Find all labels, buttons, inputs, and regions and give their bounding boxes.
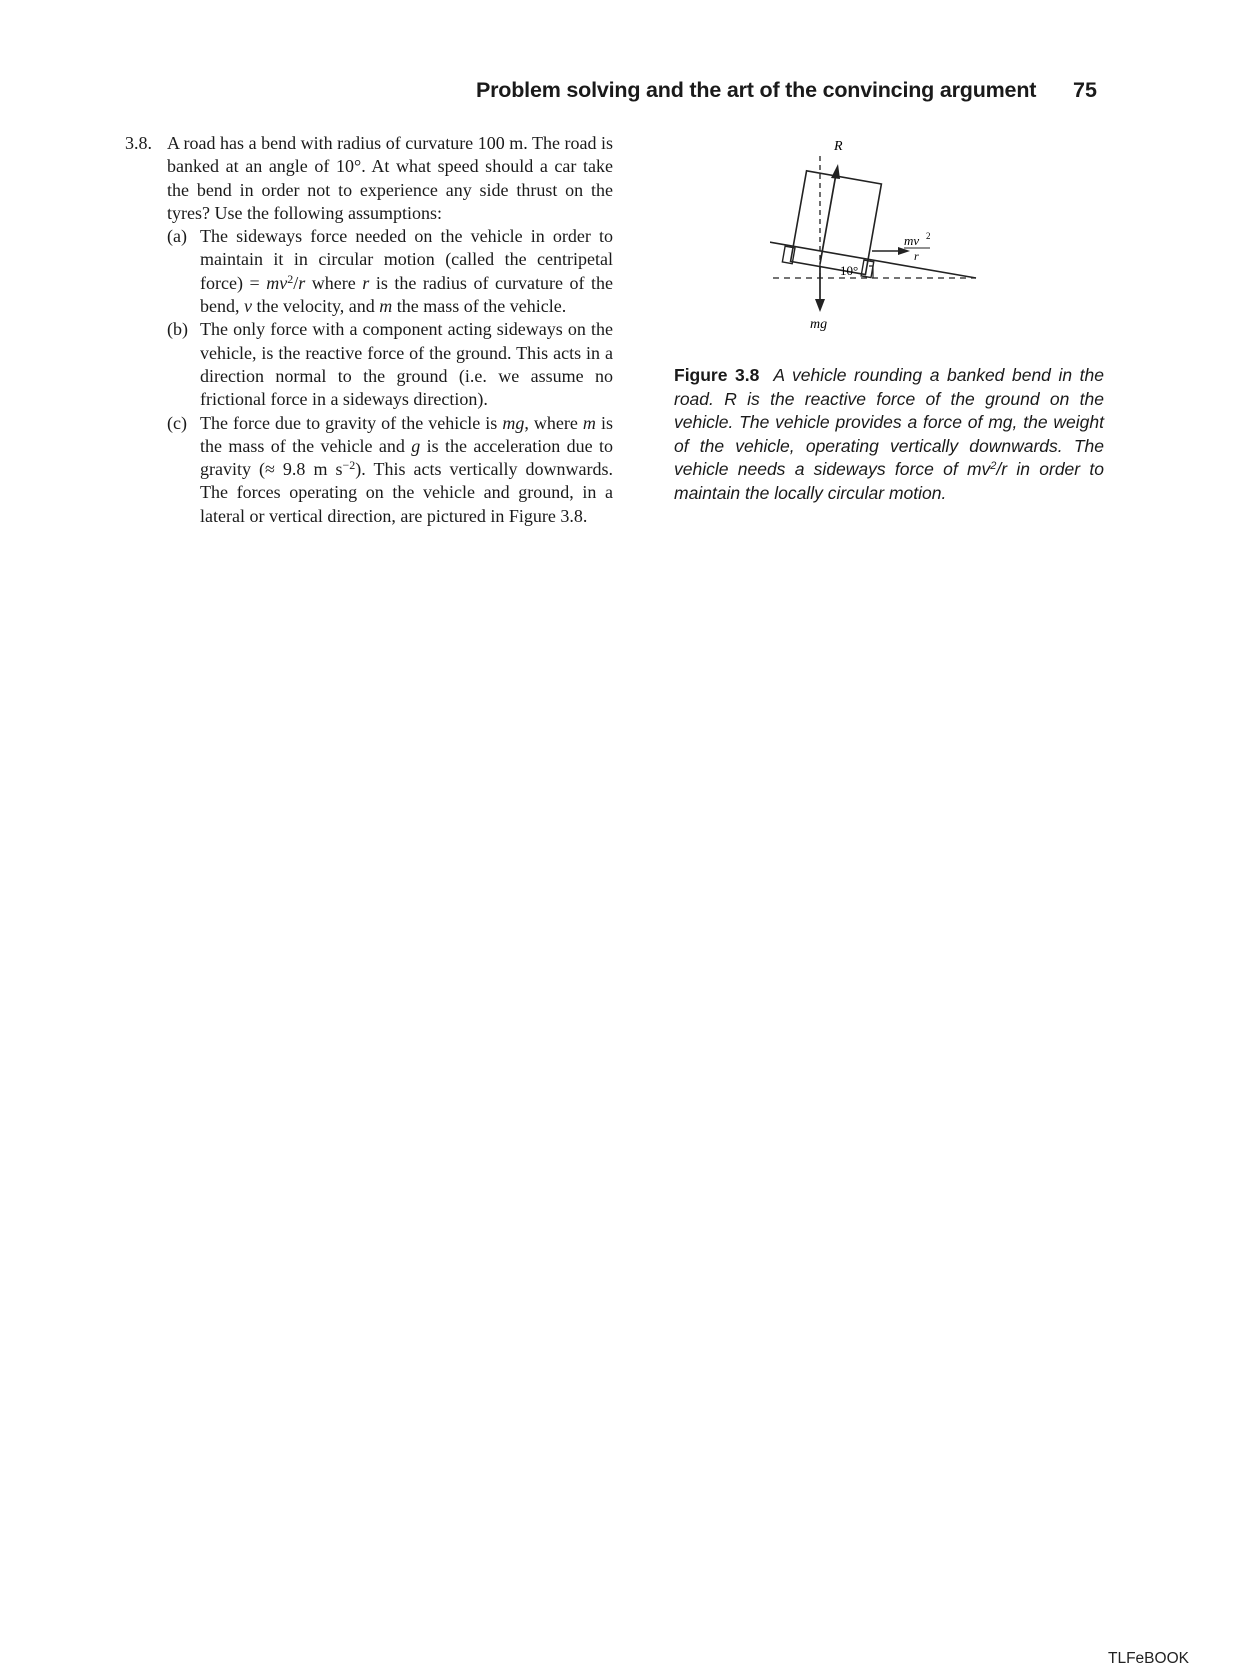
superscript: −2	[342, 458, 356, 473]
text-run: ). This acts vertically downwards. The forces operating on the vehicle and ground, in a lateral or vertical direction, are pictured in Figure 3.8.	[200, 459, 613, 526]
running-title: Problem solving and the art of the convincing argument	[476, 78, 1037, 102]
reaction-force-label: R	[834, 139, 843, 154]
math-symbol: mg	[502, 412, 525, 433]
assumption-label: (c)	[167, 412, 187, 433]
weight-force-arrowhead	[815, 299, 825, 312]
weight-force-label: mg	[810, 317, 828, 332]
math-symbol: m	[379, 296, 393, 317]
text-run: A vehicle rounding a banked bend in the road. R is the reactive force of the ground on the vehicle. The vehicle provides a force of mg, the weight of the vehicle, operating vertically downwards. The vehicle needs a sideways force of mv	[674, 365, 1104, 479]
problem-3-8	[125, 132, 613, 528]
text-run: the mass of the vehicle.	[392, 296, 567, 317]
assumption-item	[125, 412, 613, 528]
banked-bend-figure	[770, 138, 1030, 353]
math-symbol: r	[298, 272, 306, 293]
math-symbol: v	[244, 296, 252, 317]
text-run: The only force with a component acting sideways on the vehicle, is the reactive force of the ground. This acts in a direction normal to the ground (i.e. we assume no frictional force in a sideways direction).	[200, 319, 613, 410]
footer-watermark: TLFeBOOK	[1108, 1650, 1189, 1667]
assumption-label: (a)	[167, 226, 187, 247]
figure-geometry	[770, 156, 976, 312]
text-run: is the radius of curvature of the bend,	[200, 272, 614, 317]
page-number: 75	[1073, 78, 1097, 102]
text-run: is the mass of the vehicle and	[200, 412, 613, 456]
centripetal-exponent: 2	[926, 231, 931, 241]
running-header	[440, 74, 1120, 108]
vehicle-body	[791, 171, 882, 275]
math-symbol: r	[362, 272, 370, 293]
text-run: /r in order to maintain the locally circular motion.	[674, 459, 1104, 503]
problem-intro-text: A road has a bend with radius of curvature 100 m. The road is banked at an angle of 10°. At what speed should a car take the bend in order not to experience any side thrust on the tyres? Use the following assumptions:	[167, 133, 613, 223]
superscript: 2	[287, 271, 294, 286]
assumption-label: (b)	[167, 319, 188, 340]
math-symbol: m	[582, 412, 596, 433]
angle-label: 10°	[840, 263, 859, 278]
centripetal-numerator: mv	[904, 233, 920, 248]
assumption-item	[125, 318, 613, 411]
text-run: is the acceleration due to gravity (≈ 9.8 m s	[200, 435, 614, 480]
centripetal-denominator: r	[914, 249, 919, 263]
figure-caption	[674, 364, 1104, 505]
assumption-list	[125, 225, 613, 528]
vehicle	[782, 169, 887, 277]
text-run: , where	[524, 412, 583, 433]
text-run: where	[305, 272, 363, 293]
caption-text	[674, 365, 1104, 503]
problem-intro	[125, 132, 613, 225]
math-symbol: g	[411, 435, 421, 456]
superscript: 2	[990, 460, 997, 472]
assumption-item	[125, 225, 613, 318]
figure-label: Figure 3.8	[674, 365, 760, 385]
problem-number: 3.8.	[125, 133, 152, 153]
math-symbol: mv	[266, 272, 288, 293]
text-run: /	[293, 272, 299, 293]
text-run: The sideways force needed on the vehicle in order to maintain it in circular motion (called the centripetal force) =	[200, 226, 613, 293]
reaction-force-arrowhead	[831, 164, 840, 179]
text-run: The force due to gravity of the vehicle is	[200, 412, 503, 433]
reaction-force-arrow	[820, 174, 836, 264]
text-run: the velocity, and	[252, 296, 380, 317]
